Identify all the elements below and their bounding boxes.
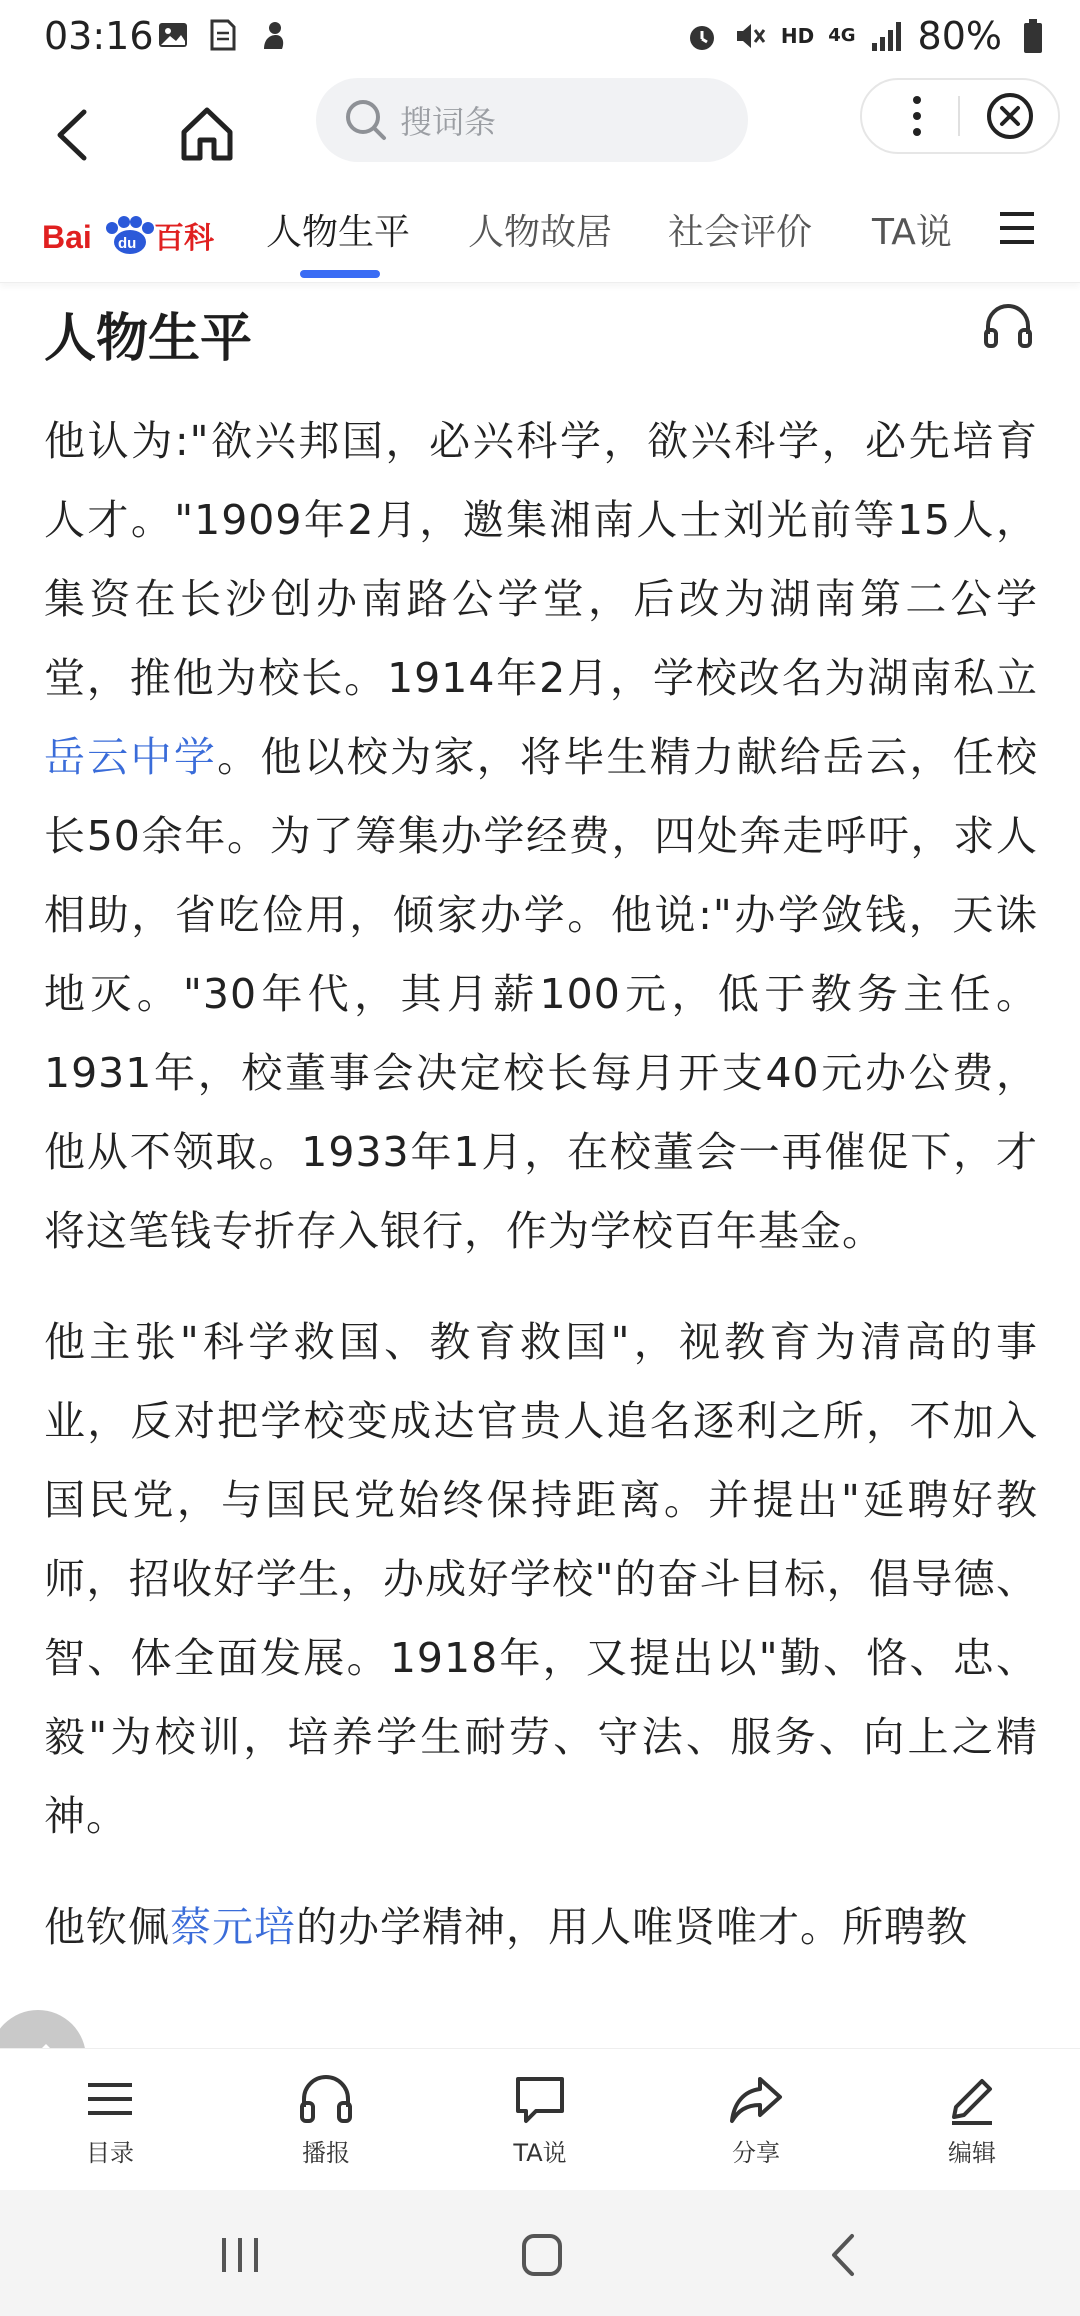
svg-text:Bai: Bai bbox=[42, 219, 92, 255]
notes-icon bbox=[206, 18, 240, 52]
app-icon bbox=[256, 18, 290, 52]
more-options-icon[interactable] bbox=[902, 90, 932, 142]
baidu-baike-logo bbox=[42, 200, 222, 260]
back-arrow-icon bbox=[40, 100, 110, 170]
toc-button[interactable]: 目录 bbox=[40, 2069, 180, 2168]
close-icon[interactable] bbox=[984, 90, 1036, 142]
search-placeholder: 搜词条 bbox=[400, 103, 497, 141]
capsule-menu bbox=[860, 78, 1060, 154]
4g-icon: 4G bbox=[828, 25, 856, 46]
status-time: 03:16 bbox=[44, 14, 154, 58]
search-icon bbox=[342, 96, 390, 144]
system-navigation-bar bbox=[0, 2190, 1080, 2316]
active-tab-indicator bbox=[300, 270, 380, 278]
link-yueyun-school[interactable]: 岳云中学 bbox=[44, 733, 218, 781]
tab-person-life[interactable]: 人物生平 bbox=[266, 212, 411, 253]
link-cai-yuanpei[interactable]: 蔡元培 bbox=[170, 1903, 296, 1951]
capsule-divider bbox=[958, 96, 960, 136]
paragraph-1: 他认为:"欲兴邦国，必兴科学，欲兴科学，必先培育人才。"1909年2月，邀集湘南人士刘光前等15人，集资在长沙创办南路公学堂，后改为湖南第二公学堂，推他为校长。1914年2月，学校改名为湖南私立岳云中学。他以校为家，将毕生精力献给岳云，任校长50余年。为了筹集办学经费，四处奔走呼吁，求人相助，省吃俭用，倾家办学。他说:"办学敛钱，天诛地灭。"30年代，其月薪100元，低于教务主任。1931年，校董事会决定校长每月开支40元办公费，他从不领取。1933年1月，在校董会一再催促下，才将这笔钱专折存入银行，作为学校百年基金。 bbox=[44, 417, 1039, 1255]
recent-apps-icon[interactable] bbox=[210, 2230, 270, 2280]
section-tab-bar bbox=[0, 190, 1080, 283]
home-icon bbox=[172, 98, 242, 168]
paragraph-2: 他主张"科学救国、教育救国"，视教育为清高的事业，反对把学校变成达官贵人追名逐利之所，不加入国民党，与国民党始终保持距离。并提出"延聘好教师，招收好学生，办成好学校"的奋斗目标，倡导德、智、体全面发展。1918年，又提出以"勤、恪、忠、毅"为校训，培养学生耐劳、守法、服务、向上之精神。 bbox=[44, 1318, 1038, 1840]
search-input[interactable] bbox=[316, 78, 748, 162]
bottom-toolbar bbox=[0, 2048, 1080, 2191]
battery-level: 80% bbox=[917, 14, 1002, 58]
headphones-icon bbox=[296, 2069, 356, 2129]
tab-ta-says[interactable]: TA说 bbox=[872, 212, 952, 253]
svg-text:百科: 百科 bbox=[154, 221, 214, 256]
signal-icon bbox=[870, 19, 904, 53]
list-icon bbox=[80, 2069, 140, 2129]
ta-says-button[interactable]: TA说 bbox=[470, 2069, 610, 2168]
back-button[interactable] bbox=[40, 100, 110, 170]
pencil-icon bbox=[942, 2069, 1002, 2129]
tab-former-residence[interactable]: 人物故居 bbox=[468, 212, 613, 253]
mute-icon bbox=[733, 19, 767, 53]
svg-text:du: du bbox=[118, 235, 137, 252]
hd-icon: HD bbox=[780, 24, 815, 48]
edit-button[interactable]: 编辑 bbox=[902, 2069, 1042, 2168]
share-icon bbox=[726, 2069, 786, 2129]
home-button[interactable] bbox=[172, 98, 242, 168]
headphones-icon[interactable] bbox=[982, 300, 1034, 352]
alarm-icon bbox=[685, 19, 719, 53]
gallery-icon bbox=[156, 18, 190, 52]
share-button[interactable]: 分享 bbox=[686, 2069, 826, 2168]
section-title: 人物生平 bbox=[44, 309, 253, 369]
tab-social-evaluation[interactable]: 社会评价 bbox=[668, 212, 813, 253]
menu-icon[interactable] bbox=[998, 208, 1036, 248]
paragraph-3: 他钦佩蔡元培的办学精神，用人唯贤唯才。所聘教 bbox=[44, 1903, 968, 1951]
article-body bbox=[44, 402, 1038, 1999]
battery-icon bbox=[1016, 19, 1050, 53]
home-nav-icon[interactable] bbox=[512, 2230, 572, 2280]
back-nav-icon[interactable] bbox=[814, 2230, 874, 2280]
broadcast-button[interactable]: 播报 bbox=[256, 2069, 396, 2168]
chat-icon bbox=[510, 2069, 570, 2129]
status-bar bbox=[0, 0, 1080, 78]
top-navigation bbox=[0, 78, 1080, 198]
